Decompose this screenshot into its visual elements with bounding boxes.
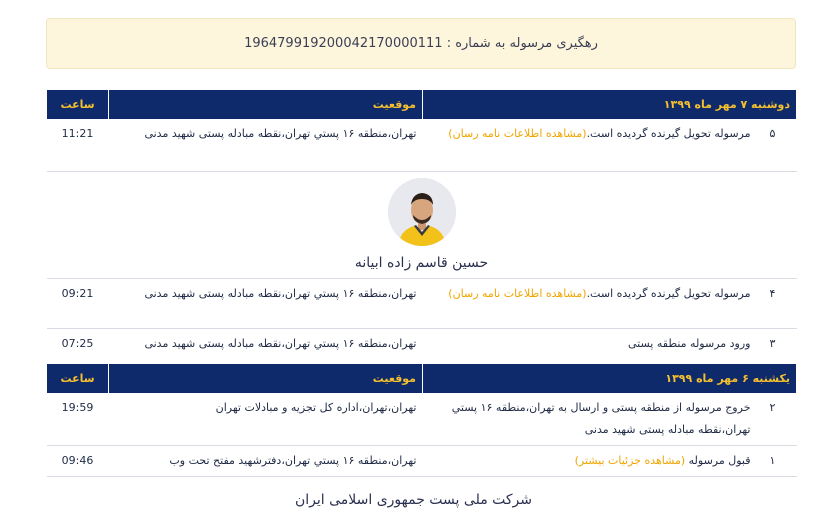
courier-name: حسین قاسم زاده ابیانه [354, 254, 489, 271]
courier-cell [47, 171, 797, 278]
table-row [47, 393, 797, 446]
day-date: دوشنبه ۷ مهر ماه ۱۳۹۹ [423, 90, 797, 119]
event-desc-text: مرسوله تحویل گیرنده گردیده است. [586, 127, 751, 140]
event-description [429, 123, 755, 145]
event-number: ۲ [769, 401, 776, 414]
table-row [47, 446, 797, 477]
time-header: ساعت [47, 364, 109, 393]
time-header: ساعت [47, 90, 109, 119]
view-postman-info-link[interactable]: (مشاهده اطلاعات نامه رسان) [448, 127, 587, 140]
event-time: 07:25 [47, 328, 109, 380]
event-location: تهران،منطقه ۱۶ پستي تهران،نقطه مبادله پستی شهید مدنی [109, 278, 423, 328]
day-header-row [47, 364, 797, 393]
event-description: خروج مرسوله از منطقه پستی و ارسال به تهران،منطقه ۱۶ پستي تهران،نقطه مبادله پستی شهید مدنی [451, 401, 751, 436]
courier-photo-icon [388, 178, 456, 246]
day-header-row [47, 90, 797, 119]
location-header: موقعیت [109, 364, 423, 393]
event-time: 09:46 [47, 446, 109, 477]
event-location: تهران،منطقه ۱۶ پستي تهران،دفترشهید مفتح تحت وب [109, 446, 423, 477]
event-number: ۴ [769, 286, 776, 300]
event-description [429, 283, 755, 305]
footer-company-name: شرکت ملی پست جمهوری اسلامی ایران [294, 492, 533, 508]
tracking-header [46, 18, 796, 69]
table-row [47, 119, 797, 171]
event-cell [423, 393, 797, 446]
event-number: ۵ [769, 127, 776, 140]
event-cell [423, 278, 797, 328]
table-row [47, 278, 797, 328]
event-time: 19:59 [47, 393, 109, 446]
view-more-details-link[interactable]: (مشاهده جزئیات بیشتر) [574, 454, 686, 467]
event-desc-text: قبول مرسوله [688, 454, 751, 467]
location-header: موقعیت [109, 90, 423, 119]
event-description: ورود مرسوله منطقه پستی [628, 336, 751, 350]
event-number: ۱ [769, 454, 776, 467]
event-cell [423, 119, 797, 171]
avatar [388, 178, 456, 246]
event-cell [423, 446, 797, 477]
day-table-2 [46, 364, 797, 477]
courier-row [47, 171, 797, 278]
day-table-1 [46, 90, 797, 381]
tracking-title: رهگیری مرسوله به شماره : 196479919200042170000111 [244, 36, 598, 51]
event-location: تهران،منطقه ۱۶ پستي تهران،نقطه مبادله پستی شهید مدنی [109, 119, 423, 171]
courier-card [53, 176, 791, 274]
event-time: 09:21 [47, 278, 109, 328]
day-date: یکشنبه ۶ مهر ماه ۱۳۹۹ [423, 364, 797, 393]
event-time: 11:21 [47, 119, 109, 171]
event-location: تهران،منطقه ۱۶ پستي تهران،نقطه مبادله پستی شهید مدنی [109, 328, 423, 380]
view-postman-info-link[interactable]: (مشاهده اطلاعات نامه رسان) [448, 286, 587, 300]
event-number: ۳ [769, 336, 776, 350]
event-desc-text: مرسوله تحویل گیرنده گردیده است. [586, 286, 751, 300]
event-location: تهران،تهران،اداره کل تجزیه و مبادلات تهران [109, 393, 423, 446]
event-description [429, 450, 755, 472]
